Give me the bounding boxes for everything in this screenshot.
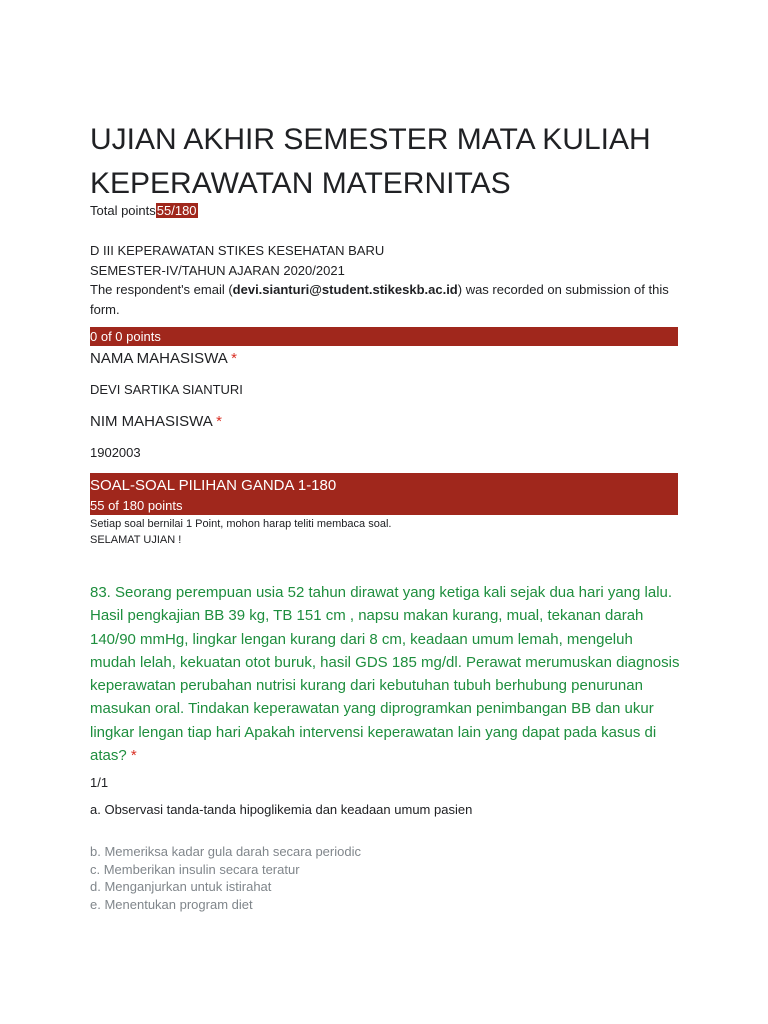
- required-asterisk: *: [130, 747, 137, 765]
- section-score: 55 of 180 points: [90, 498, 183, 513]
- required-asterisk: *: [231, 350, 237, 367]
- form-description: [90, 241, 678, 319]
- question-score: 1/1: [90, 775, 109, 790]
- section-description-line-1: Setiap soal bernilai 1 Point, mohon harap teliti membaca soal.: [90, 518, 392, 530]
- question-nim-text: NIM MAHASISWA: [90, 413, 212, 430]
- option-b: b. Memeriksa kadar gula darah secara periodic: [90, 844, 361, 859]
- question-label-name: [90, 349, 237, 369]
- section-title: SOAL-SOAL PILIHAN GANDA 1-180: [90, 477, 337, 494]
- question-label-nim: [90, 412, 222, 432]
- email-notice-suffix: ) was recorded on submission of this form.: [90, 282, 669, 317]
- section-points: 0 of 0 points: [90, 329, 161, 344]
- question-text: 83. Seorang perempuan usia 52 tahun dirawat yang ketiga kali sejak dua hari yang lalu. Hasil pengkajian BB 39 kg, TB 151 cm , napsu makan kurang, mual, tekanan darah 140/90 mmHg, lingkar lengan kurang dari 8 cm, keadaan umum lemah, mengeluh mudah lelah, kekuatan otot buruk, hasil GDS 185 mg/dl. Perawat merumuskan diagnosis keperawatan perubahan nutrisi kurang dari kebutuhan tubuh berhubung penurunan masukan oral. Tindakan keperawatan yang diprogramkan penimbangan BB dan ukur lingkar lengan tiap hari Apakah intervensi keperawatan lain yang dapat pada kasus di atas?: [90, 584, 680, 765]
- respondent-email: devi.sianturi@student.stikeskb.ac.id: [232, 282, 458, 297]
- option-e: e. Menentukan program diet: [90, 897, 253, 913]
- question-name-text: NAMA MAHASISWA: [90, 350, 227, 367]
- answer-nim: 1902003: [90, 445, 141, 460]
- email-notice-prefix: The respondent's email (: [90, 282, 233, 297]
- selected-option: a. Observasi tanda-tanda hipoglikemia dan keadaan umum pasien: [90, 802, 473, 817]
- description-line-1: D III KEPERAWATAN STIKES KESEHATAN BARU: [90, 243, 385, 258]
- section-header-bar: [90, 473, 678, 515]
- total-points: [90, 202, 198, 220]
- required-asterisk: *: [216, 413, 222, 430]
- other-options: [90, 843, 361, 914]
- respondent-email-notice: [90, 280, 678, 319]
- answer-name: DEVI SARTIKA SIANTURI: [90, 382, 243, 397]
- section-points-bar: [90, 327, 678, 346]
- description-line-2: SEMESTER-IV/TAHUN AJARAN 2020/2021: [90, 262, 345, 278]
- form-title: UJIAN AKHIR SEMESTER MATA KULIAH KEPERAWATAN MATERNITAS: [90, 123, 651, 200]
- section-description-line-2: SELAMAT UJIAN !: [90, 534, 182, 546]
- option-c: c. Memberikan insulin secara teratur: [90, 861, 300, 877]
- option-d: d. Menganjurkan untuk istirahat: [90, 879, 272, 895]
- section-description: [90, 516, 391, 548]
- total-points-label: Total points: [90, 203, 156, 218]
- total-points-score: 55/180: [156, 203, 197, 218]
- question-83-text: [90, 581, 680, 767]
